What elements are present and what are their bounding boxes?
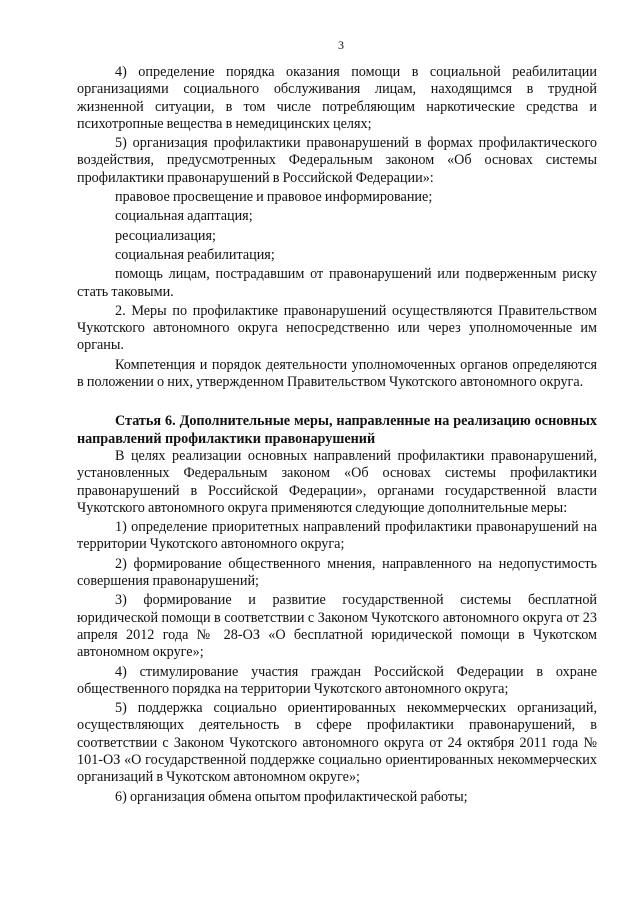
article-6-heading: Статья 6. Дополнительные меры, направленные на реализацию основных направлений профилактики правонарушений bbox=[77, 413, 597, 447]
list-item-social-adaptation: социальная адаптация; bbox=[115, 208, 253, 225]
list-item-resocialization: ресоциализация; bbox=[115, 227, 216, 244]
document-page bbox=[77, 38, 597, 808]
paragraph-competence: Компетенция и порядок деятельности уполномоченных органов определяются в положении о них, утвержденном Правительством Чукотского автономного округа. bbox=[77, 356, 597, 391]
paragraph-measure-5: 5) поддержка социально ориентированных некоммерческих организаций, осуществляющих деятельность в сфере профилактики правонарушений, в соответствии с Законом Чукотского автономного округа от 24 октября 2011 года № 101-ОЗ «О государственной поддержке социально ориентированных некоммерческих организаций в Чукотском автономном округе»; bbox=[77, 700, 597, 786]
page-number: 3 bbox=[338, 38, 344, 52]
paragraph-item-4-social-rehabilitation: 4) определение порядка оказания помощи в социальной реабилитации организациями социального обслуживания лицам, находящимся в трудной жизненной ситуации, в том числе потребляющим наркотические средства и психотропные вещества в немедицинских целях; bbox=[77, 64, 597, 132]
list-item-legal-education: правовое просвещение и правовое информирование; bbox=[115, 189, 433, 206]
paragraph-measure-6: 6) организация обмена опытом профилактической работы; bbox=[115, 788, 468, 805]
paragraph-clause-2-measures: 2. Меры по профилактике правонарушений осуществляются Правительством Чукотского автономного округа непосредственно или через уполномоченные им органы. bbox=[77, 302, 597, 354]
paragraph-measure-2: 2) формирование общественного мнения, направленного на недопустимость совершения правонарушений; bbox=[77, 555, 597, 590]
paragraph-measure-4: 4) стимулирование участия граждан Российской Федерации в охране общественного порядка на территории Чукотского автономного округа; bbox=[77, 663, 597, 697]
list-item-social-rehabilitation: социальная реабилитация; bbox=[115, 246, 275, 263]
paragraph-measure-3: 3) формирование и развитие государственной системы бесплатной юридической помощи в соответствии с Законом Чукотского автономного округа от 23 апреля 2012 года № 28-ОЗ «О бесплатной юридической помощи в Чукотском автономном округе»; bbox=[77, 592, 597, 661]
paragraph-measure-1: 1) определение приоритетных направлений профилактики правонарушений на территории Чукотского автономного округа; bbox=[77, 519, 597, 553]
paragraph-item-5-prevention-forms: 5) организация профилактики правонарушений в формах профилактического воздействия, предусмотренных Федеральным законом «Об основах системы профилактики правонарушений в Российской Федерации»: bbox=[77, 135, 597, 186]
paragraph-article-6-intro: В целях реализации основных направлений профилактики правонарушений, установленных Федеральным законом «Об основах системы профилактики правонарушений в Российской Федерации», органами государственной власти Чукотского автономного округа применяются следующие дополнительные меры: bbox=[77, 447, 597, 516]
list-item-victim-assistance: помощь лицам, пострадавшим от правонарушений или подверженным риску стать таковыми. bbox=[77, 266, 597, 300]
